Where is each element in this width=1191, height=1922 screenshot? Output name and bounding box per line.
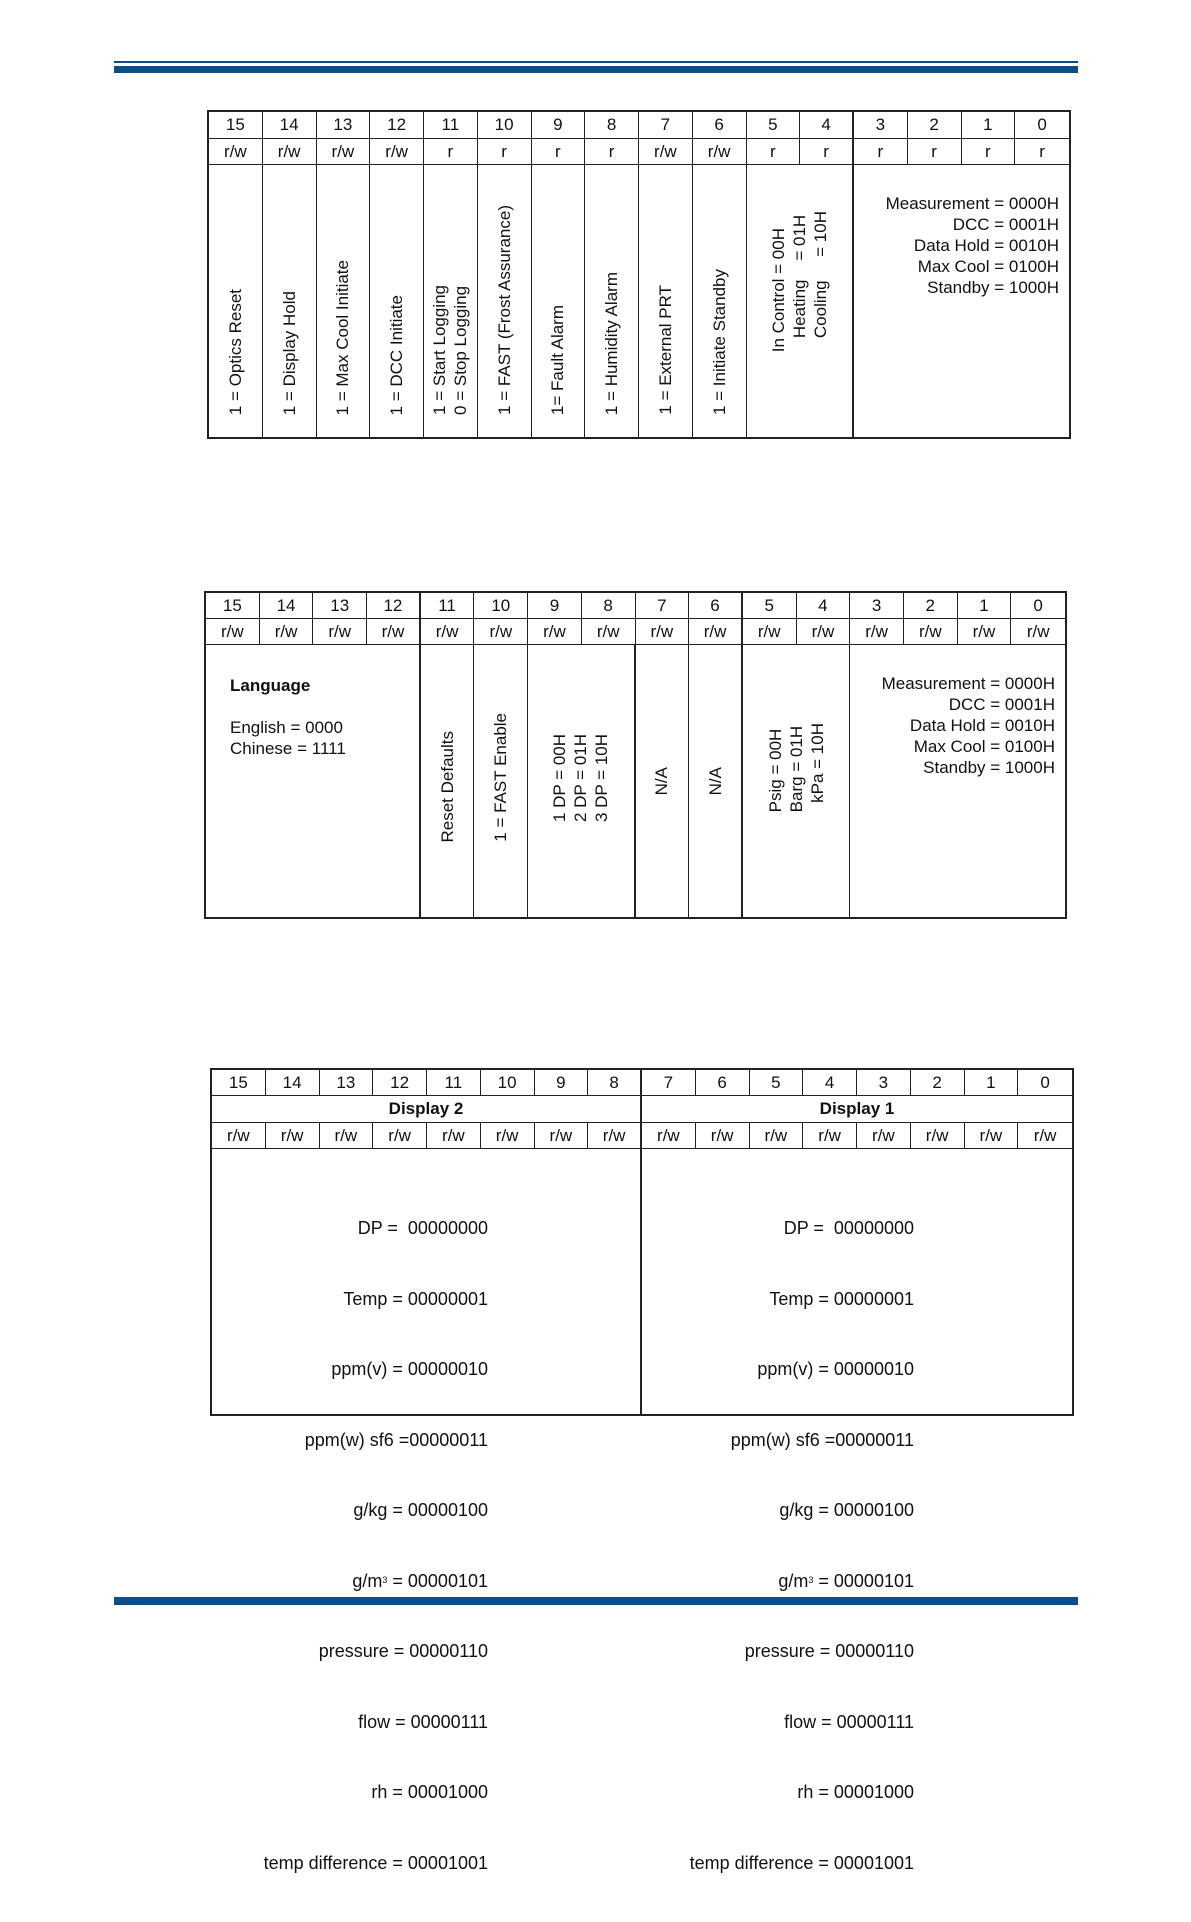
bit-number: 10 — [474, 593, 528, 619]
bit-number: 4 — [803, 1070, 857, 1096]
register-table-1 — [207, 110, 1071, 439]
access-mode: r/w — [373, 1123, 427, 1149]
bit-number: 11 — [421, 593, 475, 619]
code-line: DP = 00000000 — [357, 1218, 488, 1238]
code-line: $g/m^3 = 00000101$ — [778, 1570, 914, 1591]
code-line: DP = 00000000 — [783, 1218, 914, 1238]
bit-description: 1 = Start Logging 0 = Stop Logging — [424, 165, 478, 437]
access-mode: r/w — [427, 1123, 481, 1149]
language-chinese: Chinese = 1111 — [230, 739, 346, 758]
access-mode: r/w — [857, 1123, 911, 1149]
access-mode: r/w — [421, 619, 475, 645]
language-description — [206, 645, 421, 917]
access-mode: r/w — [743, 619, 797, 645]
bit-number: 13 — [320, 1070, 374, 1096]
language-english: English = 0000 — [230, 718, 343, 737]
access-mode: r/w — [266, 1123, 320, 1149]
bit-number: 6 — [693, 112, 747, 139]
code-line: rh = 00001000 — [797, 1782, 914, 1802]
access-mode: r/w — [904, 619, 958, 645]
bit-number: 2 — [911, 1070, 965, 1096]
code-line: temp difference = 00001001 — [689, 1852, 914, 1873]
bit-number: 3 — [854, 112, 908, 139]
code-line: ppm(w) sf6 =00000011 — [304, 1429, 488, 1450]
code-line: $g/m^3 = 00000101$ — [352, 1570, 488, 1591]
bit-number: 3 — [850, 593, 904, 619]
access-mode: r — [532, 139, 586, 165]
bit-description: In Control = 00H Heating = 01H Cooling = 10H — [747, 165, 855, 437]
bit-description: 1 = Optics Reset — [209, 165, 263, 437]
bit-number: 12 — [367, 593, 421, 619]
code-line: ppm(v) = 00000010 — [331, 1359, 488, 1379]
code-line: rh = 00001000 — [371, 1782, 488, 1802]
bit-number: 9 — [535, 1070, 589, 1096]
access-mode: r/w — [588, 1123, 642, 1149]
display-2-codes — [212, 1149, 642, 1873]
bit-description: 1 = Humidity Alarm — [585, 165, 639, 437]
access-mode: r — [1015, 139, 1069, 165]
bit-description: 1 = FAST (Frost Assurance) — [478, 165, 532, 437]
bit-number: 15 — [209, 112, 263, 139]
access-mode: r/w — [528, 619, 582, 645]
access-mode: r/w — [850, 619, 904, 645]
bit-number: 3 — [857, 1070, 911, 1096]
bit-number: 7 — [639, 112, 693, 139]
bit-number: 1 — [962, 112, 1016, 139]
code-line: ppm(v) = 00000010 — [757, 1359, 914, 1379]
bit-number: 9 — [528, 593, 582, 619]
access-mode: r — [962, 139, 1016, 165]
access-mode: r — [747, 139, 801, 165]
bit-description: 1 = External PRT — [639, 165, 693, 437]
access-mode: r/w — [206, 619, 260, 645]
display-1-header: Display 1 — [642, 1096, 1072, 1123]
access-mode: r/w — [958, 619, 1012, 645]
bit-number: 1 — [958, 593, 1012, 619]
access-mode: r/w — [689, 619, 743, 645]
bit-number: 1 — [965, 1070, 1019, 1096]
bit-number: 13 — [313, 593, 367, 619]
display-1-codes — [642, 1149, 1072, 1873]
bit-number: 0 — [1015, 112, 1069, 139]
access-mode: r/w — [911, 1123, 965, 1149]
access-mode: r — [800, 139, 854, 165]
access-mode: r/w — [209, 139, 263, 165]
access-mode: r/w — [965, 1123, 1019, 1149]
access-mode: r/w — [1011, 619, 1065, 645]
code-line: Temp = 00000001 — [343, 1288, 488, 1309]
language-heading: Language — [230, 676, 311, 695]
register-table-2 — [204, 591, 1067, 919]
bit-number: 11 — [424, 112, 478, 139]
code-line: pressure = 00000110 — [318, 1641, 488, 1661]
bit-description: N/A — [636, 645, 690, 917]
bit-number: 8 — [588, 1070, 642, 1096]
bit-description: Psig = 00H Barg = 01H kPa = 10H — [743, 645, 850, 917]
bit-number: 5 — [743, 593, 797, 619]
bit-number: 12 — [373, 1070, 427, 1096]
access-mode: r/w — [212, 1123, 266, 1149]
access-mode: r/w — [367, 619, 421, 645]
bit-number: 10 — [481, 1070, 535, 1096]
bit-number: 5 — [747, 112, 801, 139]
access-mode: r/w — [642, 1123, 696, 1149]
bit-description: 1 = Initiate Standby — [693, 165, 747, 437]
bit-number: 15 — [212, 1070, 266, 1096]
bit-number: 5 — [750, 1070, 804, 1096]
access-mode: r — [854, 139, 908, 165]
access-mode: r/w — [535, 1123, 589, 1149]
access-mode: r/w — [696, 1123, 750, 1149]
bit-number: 8 — [582, 593, 636, 619]
bit-number: 4 — [797, 593, 851, 619]
bit-description: 1 = DCC Initiate — [370, 165, 424, 437]
access-mode: r/w — [636, 619, 690, 645]
access-mode: r/w — [474, 619, 528, 645]
bit-number: 8 — [585, 112, 639, 139]
access-mode: r/w — [750, 1123, 804, 1149]
access-mode: r/w — [693, 139, 747, 165]
bit-number: 10 — [478, 112, 532, 139]
bit-description: N/A — [689, 645, 743, 917]
code-line: flow = 00000111 — [358, 1711, 488, 1732]
access-mode: r/w — [313, 619, 367, 645]
bit-number: 15 — [206, 593, 260, 619]
bit-number: 11 — [427, 1070, 481, 1096]
access-mode: r — [585, 139, 639, 165]
access-mode: r — [908, 139, 962, 165]
bit-description: Reset Defaults — [421, 645, 475, 917]
access-mode: r/w — [797, 619, 851, 645]
bit-description: 1= Fault Alarm — [532, 165, 586, 437]
code-line: flow = 00000111 — [784, 1711, 914, 1732]
bit-number: 0 — [1011, 593, 1065, 619]
bit-description: 1 DP = 00H 2 DP = 01H 3 DP = 10H — [528, 645, 635, 917]
bit-number: 2 — [904, 593, 958, 619]
display-2-header: Display 2 — [212, 1096, 642, 1123]
code-line: ppm(w) sf6 =00000011 — [730, 1429, 914, 1450]
bit-description: Measurement = 0000H DCC = 0001H Data Hold = 0010H Max Cool = 0100H Standby = 1000H — [885, 194, 1059, 297]
bit-number: 14 — [260, 593, 314, 619]
access-mode: r/w — [317, 139, 371, 165]
access-mode: r/w — [639, 139, 693, 165]
bit-number: 9 — [532, 112, 586, 139]
bit-number: 7 — [642, 1070, 696, 1096]
bit-number: 0 — [1018, 1070, 1072, 1096]
bit-description: Measurement = 0000H DCC = 0001H Data Hold = 0010H Max Cool = 0100H Standby = 1000H — [881, 674, 1055, 777]
access-mode: r/w — [320, 1123, 374, 1149]
bit-description: 1 = FAST Enable — [474, 645, 528, 917]
bit-number: 14 — [263, 112, 317, 139]
bit-number: 14 — [266, 1070, 320, 1096]
access-mode: r/w — [481, 1123, 535, 1149]
access-mode: r/w — [263, 139, 317, 165]
access-mode: r — [424, 139, 478, 165]
bit-number: 6 — [696, 1070, 750, 1096]
bit-number: 7 — [636, 593, 690, 619]
bit-number: 13 — [317, 112, 371, 139]
register-table-3 — [210, 1068, 1074, 1873]
code-line: temp difference = 00001001 — [263, 1852, 488, 1873]
code-line: Temp = 00000001 — [769, 1288, 914, 1309]
code-line: pressure = 00000110 — [744, 1641, 914, 1661]
access-mode: r/w — [370, 139, 424, 165]
bit-number: 6 — [689, 593, 743, 619]
bit-description: 1 = Max Cool Initiate — [317, 165, 371, 437]
access-mode: r — [478, 139, 532, 165]
code-line: g/kg = 00000100 — [353, 1500, 488, 1520]
code-line: g/kg = 00000100 — [779, 1500, 914, 1520]
header-rule — [114, 61, 1078, 73]
bit-description: 1 = Display Hold — [263, 165, 317, 437]
footer-rule — [114, 1597, 1078, 1605]
access-mode: r/w — [803, 1123, 857, 1149]
access-mode: r/w — [582, 619, 636, 645]
bit-number: 2 — [908, 112, 962, 139]
bit-number: 4 — [800, 112, 854, 139]
access-mode: r/w — [1018, 1123, 1072, 1149]
bit-number: 12 — [370, 112, 424, 139]
access-mode: r/w — [260, 619, 314, 645]
